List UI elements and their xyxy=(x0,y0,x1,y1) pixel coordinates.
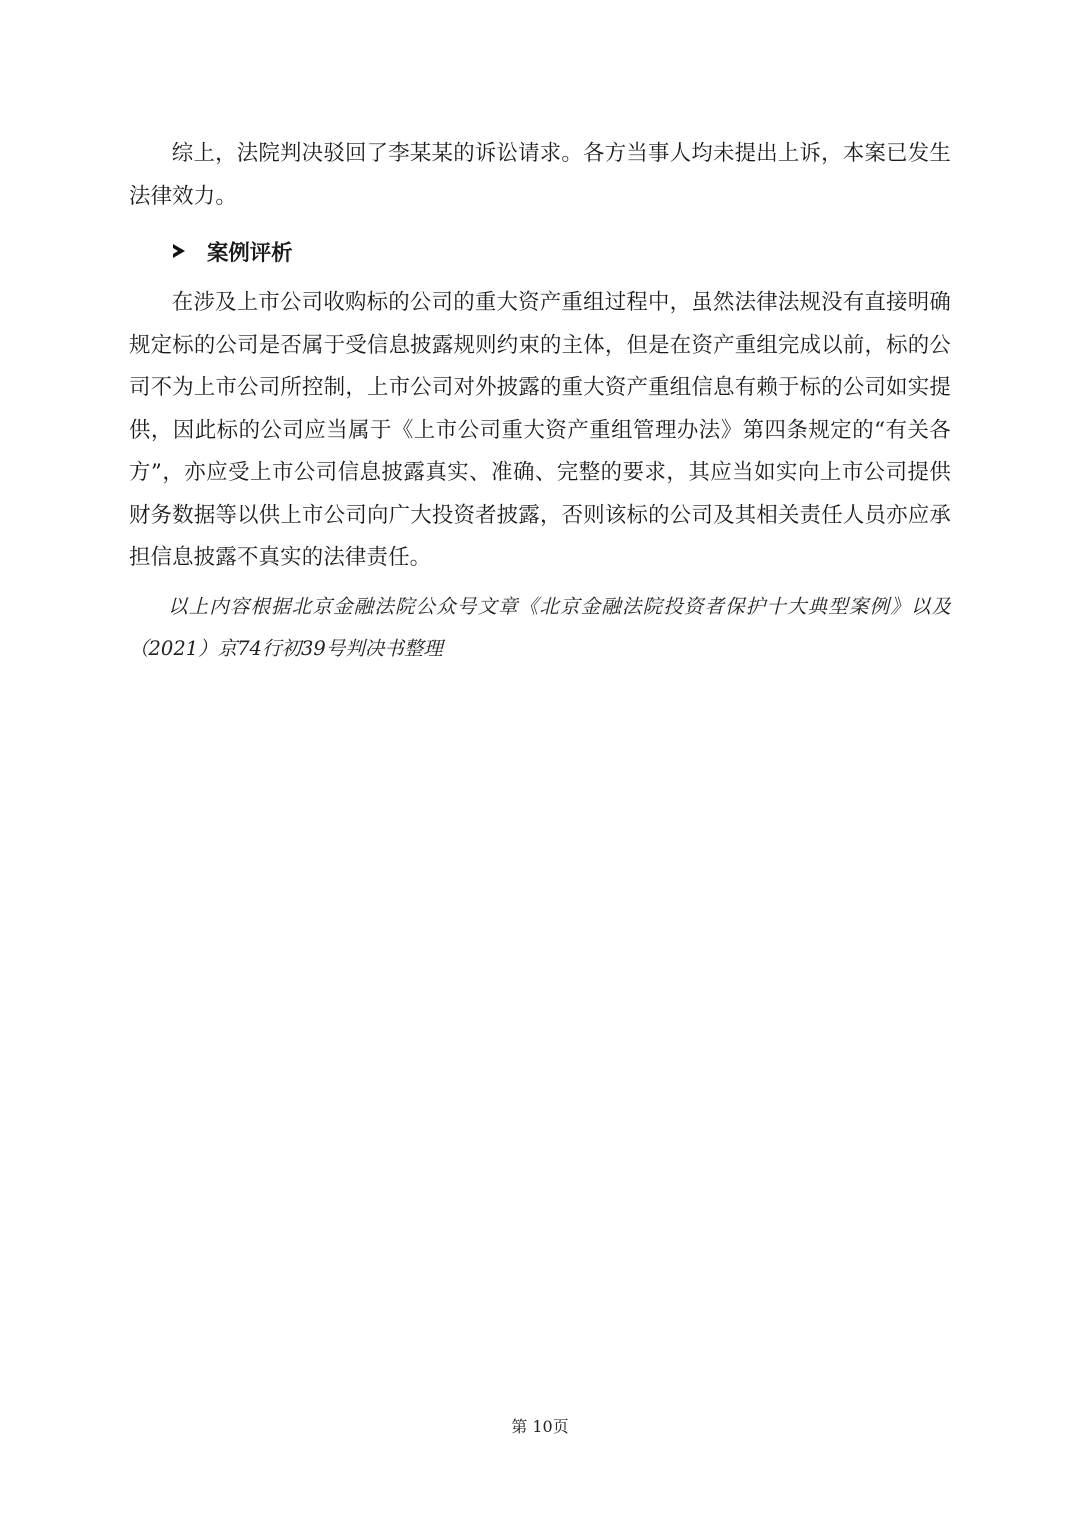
section-heading-title: 案例评析 xyxy=(207,240,293,266)
analysis-paragraph: 在涉及上市公司收购标的公司的重大资产重组过程中，虽然法律法规没有直接明确规定标的公司是否属于受信息披露规则约束的主体，但是在资产重组完成以前，标的公司不为上市公司所控制，上市公司对外披露的重大资产重组信息有赖于标的公司如实提供，因此标的公司应当属于《上市公司重大资产重组管理办法》第四条规定的“有关各方”，亦应受上市公司信息披露真实、准确、完整的要求，其应当如实向上市公司提供财务数据等以供上市公司向广大投资者披露，否则该标的公司及其相关责任人员亦应承担信息披露不真实的法律责任。 xyxy=(129,290,951,570)
page-number: 第 10页 xyxy=(511,1417,569,1436)
arrow-bullet-icon xyxy=(173,244,185,258)
source-note: 以上内容根据北京金融法院公众号文章《北京金融法院投资者保护十大典型案例》以及（2021）京74行初39号判决书整理 xyxy=(129,594,951,660)
conclusion-paragraph: 综上，法院判决驳回了李某某的诉讼请求。各方当事人均未提出上诉，本案已发生法律效力。 xyxy=(129,141,951,209)
document-page xyxy=(129,133,951,690)
section-heading xyxy=(129,230,951,272)
